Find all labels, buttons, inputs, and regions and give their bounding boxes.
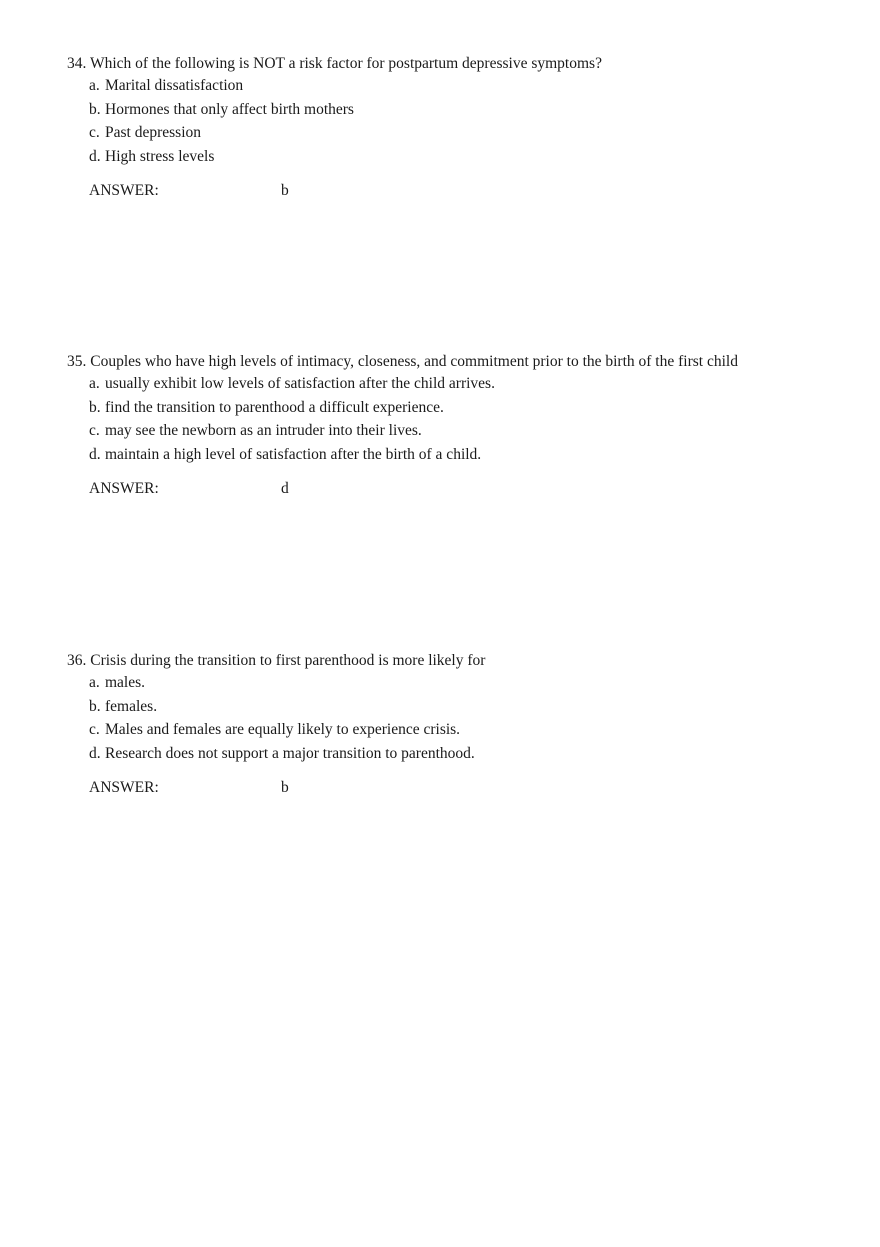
option-letter: b. xyxy=(89,398,101,416)
option-text: find the transition to parenthood a difficult experience. xyxy=(105,398,444,416)
question-stem xyxy=(67,352,738,372)
option-letter: c. xyxy=(89,721,100,738)
option-d xyxy=(89,445,495,469)
option-c xyxy=(89,123,354,147)
answer-label: ANSWER: xyxy=(89,182,159,199)
option-c xyxy=(89,720,475,744)
option-b xyxy=(89,697,475,721)
answer-line xyxy=(89,181,289,201)
option-d xyxy=(89,744,475,768)
answer-line xyxy=(89,778,289,798)
option-letter: b. xyxy=(89,697,101,715)
option-letter: a. xyxy=(89,375,100,392)
option-text: males. xyxy=(105,674,146,691)
option-letter: d. xyxy=(89,744,101,762)
option-letter: d. xyxy=(89,147,101,165)
option-text: usually exhibit low levels of satisfaction after the child arrives. xyxy=(105,375,495,392)
option-b xyxy=(89,100,354,124)
answer-label: ANSWER: xyxy=(89,779,159,796)
option-text: Hormones that only affect birth mothers xyxy=(105,100,354,118)
answer-value: b xyxy=(281,182,289,199)
answer-line xyxy=(89,479,289,499)
option-text: Marital dissatisfaction xyxy=(105,77,244,94)
question-number: 35. xyxy=(67,353,87,370)
option-a xyxy=(89,374,495,398)
option-text: maintain a high level of satisfaction after the birth of a child. xyxy=(105,445,482,463)
option-c xyxy=(89,421,495,445)
option-text: Males and females are equally likely to experience crisis. xyxy=(105,721,461,738)
option-text: Research does not support a major transition to parenthood. xyxy=(105,744,475,762)
option-letter: c. xyxy=(89,124,100,141)
option-text: High stress levels xyxy=(105,147,215,165)
question-stem xyxy=(67,651,485,671)
question-text: Couples who have high levels of intimacy, closeness, and commitment prior to the birth of the first child xyxy=(90,353,738,370)
option-letter: a. xyxy=(89,674,100,691)
option-b xyxy=(89,398,495,422)
answer-value: d xyxy=(281,480,289,497)
answer-options xyxy=(89,673,475,767)
option-letter: d. xyxy=(89,445,101,463)
option-letter: b. xyxy=(89,100,101,118)
option-a xyxy=(89,673,475,697)
question-text: Which of the following is NOT a risk factor for postpartum depressive symptoms? xyxy=(89,55,602,72)
question-number: 36. xyxy=(67,652,87,669)
option-letter: a. xyxy=(89,77,100,94)
option-letter: c. xyxy=(89,422,100,439)
question-number: 34. xyxy=(67,55,87,72)
question-text: Crisis during the transition to first parenthood is more likely for xyxy=(90,652,486,669)
option-text: Past depression xyxy=(105,124,202,141)
option-text: females. xyxy=(105,697,158,715)
answer-options xyxy=(89,76,354,170)
question-stem xyxy=(67,54,602,74)
option-text: may see the newborn as an intruder into their lives. xyxy=(105,422,422,439)
answer-options xyxy=(89,374,495,468)
answer-label: ANSWER: xyxy=(89,480,159,497)
answer-value: b xyxy=(281,779,289,796)
option-a xyxy=(89,76,354,100)
option-d xyxy=(89,147,354,171)
